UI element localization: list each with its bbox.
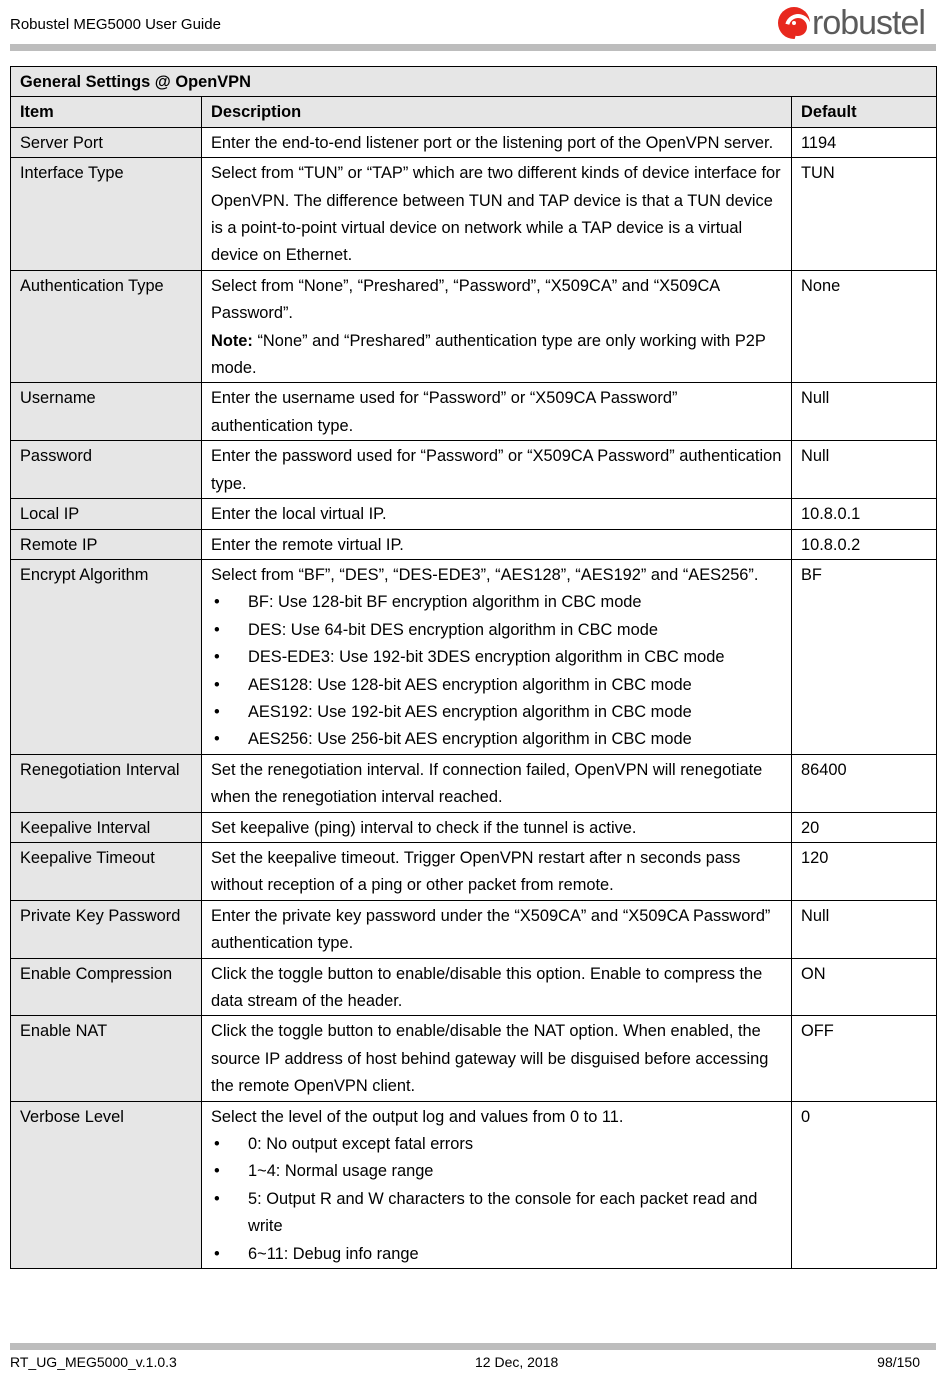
- row-default-value: 1194: [792, 127, 937, 157]
- description-paragraph: Enter the private key password under the “X509CA” and “X509CA Password” authentication type.: [211, 906, 771, 953]
- row-item-name: Renegotiation Interval: [11, 754, 202, 812]
- column-header-default: Default: [792, 97, 937, 127]
- row-description: [202, 127, 792, 157]
- table-row: [11, 559, 937, 754]
- row-item-name: Keepalive Interval: [11, 812, 202, 842]
- bullet-item: • 5: Output R and W characters to the console for each packet read and write: [211, 1186, 783, 1241]
- description-paragraph: Enter the local virtual IP.: [211, 505, 387, 524]
- robustel-logo-icon: [778, 7, 810, 39]
- row-item-name: Private Key Password: [11, 900, 202, 958]
- description-paragraph: Set the keepalive timeout. Trigger OpenVPN restart after n seconds pass without reception of a ping or other packet from remote.: [211, 848, 741, 895]
- row-description: [202, 900, 792, 958]
- description-paragraph: Set keepalive (ping) interval to check if the tunnel is active.: [211, 818, 637, 837]
- row-description: [202, 529, 792, 559]
- row-description: [202, 754, 792, 812]
- description-paragraph: Set the renegotiation interval. If connection failed, OpenVPN will renegotiate when the renegotiation interval reached.: [211, 760, 763, 807]
- row-default-value: 120: [792, 842, 937, 900]
- table-header-row: [11, 97, 937, 127]
- table-title-row: [11, 67, 937, 97]
- bullet-item: • BF: Use 128-bit BF encryption algorithm in CBC mode: [211, 589, 783, 616]
- row-item-name: Authentication Type: [11, 270, 202, 383]
- table-row: [11, 1016, 937, 1101]
- bullet-item: • 6~11: Debug info range: [211, 1241, 783, 1268]
- description-paragraph: Select the level of the output log and values from 0 to 11.: [211, 1107, 624, 1126]
- row-description: [202, 559, 792, 754]
- bullet-item: • 1~4: Normal usage range: [211, 1158, 783, 1185]
- row-default-value: Null: [792, 383, 937, 441]
- bullet-item: • 0: No output except fatal errors: [211, 1131, 783, 1158]
- row-item-name: Verbose Level: [11, 1101, 202, 1268]
- row-item-name: Local IP: [11, 499, 202, 529]
- bullet-item: • DES-EDE3: Use 192-bit 3DES encryption algorithm in CBC mode: [211, 644, 783, 671]
- description-paragraph: Enter the password used for “Password” or “X509CA Password” authentication type.: [211, 447, 782, 493]
- bullet-item: • AES256: Use 256-bit AES encryption algorithm in CBC mode: [211, 726, 783, 753]
- row-item-name: Remote IP: [11, 529, 202, 559]
- description-paragraph: Enter the username used for “Password” or “X509CA Password” authentication type.: [211, 389, 678, 435]
- description-paragraph: Enter the end-to-end listener port or the listening port of the OpenVPN server.: [211, 133, 774, 152]
- row-default-value: 10.8.0.2: [792, 529, 937, 559]
- row-description: [202, 1101, 792, 1268]
- row-item-name: Enable Compression: [11, 958, 202, 1016]
- table-row: [11, 842, 937, 900]
- row-description: [202, 441, 792, 499]
- row-description: [202, 842, 792, 900]
- row-description: [202, 270, 792, 383]
- description-paragraph: Select from “BF”, “DES”, “DES-EDE3”, “AES128”, “AES192” and “AES256”.: [211, 565, 759, 584]
- row-default-value: 0: [792, 1101, 937, 1268]
- description-paragraph: Click the toggle button to enable/disable this option. Enable to compress the data stream of the header.: [211, 964, 763, 1010]
- row-description: [202, 383, 792, 441]
- row-description: [202, 158, 792, 271]
- page-header: [0, 0, 950, 60]
- row-default-value: Null: [792, 441, 937, 499]
- bullet-list: [211, 589, 783, 753]
- row-item-name: Keepalive Timeout: [11, 842, 202, 900]
- row-default-value: BF: [792, 559, 937, 754]
- column-header-description: Description: [202, 97, 792, 127]
- description-paragraph: Select from “None”, “Preshared”, “Password”, “X509CA” and “X509CA Password”.: [211, 276, 720, 323]
- table-row: [11, 441, 937, 499]
- row-description: [202, 1016, 792, 1101]
- row-item-name: Username: [11, 383, 202, 441]
- table-row: [11, 127, 937, 157]
- row-default-value: 10.8.0.1: [792, 499, 937, 529]
- note-label: Note:: [211, 331, 253, 350]
- row-default-value: None: [792, 270, 937, 383]
- row-default-value: Null: [792, 900, 937, 958]
- row-item-name: Server Port: [11, 127, 202, 157]
- document-title: Robustel MEG5000 User Guide: [10, 16, 221, 33]
- table-row: [11, 754, 937, 812]
- row-item-name: Interface Type: [11, 158, 202, 271]
- bullet-item: • AES128: Use 128-bit AES encryption algorithm in CBC mode: [211, 672, 783, 699]
- table-row: [11, 900, 937, 958]
- row-default-value: 20: [792, 812, 937, 842]
- row-item-name: Enable NAT: [11, 1016, 202, 1101]
- table-row: [11, 812, 937, 842]
- bullet-list: [211, 1131, 783, 1268]
- logo-wordmark: robustel: [812, 4, 925, 42]
- note-text: “None” and “Preshared” authentication type are only working with P2P mode.: [211, 331, 766, 378]
- row-default-value: ON: [792, 958, 937, 1016]
- footer-date: 12 Dec, 2018: [475, 1354, 559, 1370]
- row-default-value: OFF: [792, 1016, 937, 1101]
- row-item-name: Encrypt Algorithm: [11, 559, 202, 754]
- brand-logo: [778, 6, 925, 40]
- column-header-item: Item: [11, 97, 202, 127]
- description-note: [211, 328, 783, 383]
- table-row: [11, 383, 937, 441]
- description-paragraph: Enter the remote virtual IP.: [211, 535, 404, 554]
- row-default-value: 86400: [792, 754, 937, 812]
- bullet-item: • DES: Use 64-bit DES encryption algorithm in CBC mode: [211, 617, 783, 644]
- footer-divider: [10, 1343, 936, 1350]
- row-default-value: TUN: [792, 158, 937, 271]
- row-description: [202, 958, 792, 1016]
- table-row: [11, 529, 937, 559]
- openvpn-settings-table: [10, 66, 937, 1269]
- table-title: General Settings @ OpenVPN: [11, 67, 937, 97]
- table-row: [11, 1101, 937, 1268]
- description-paragraph: Click the toggle button to enable/disable the NAT option. When enabled, the source IP address of host behind gateway will be disguised before accessing the remote OpenVPN client.: [211, 1022, 769, 1096]
- bullet-item: • AES192: Use 192-bit AES encryption algorithm in CBC mode: [211, 699, 783, 726]
- header-divider: [10, 44, 936, 51]
- table-row: [11, 158, 937, 271]
- table-row: [11, 958, 937, 1016]
- row-description: [202, 499, 792, 529]
- footer-page-number: 98/150: [877, 1354, 920, 1370]
- description-paragraph: Select from “TUN” or “TAP” which are two different kinds of device interface for OpenVPN. The difference between TUN and TAP device is that a TUN device is a point-to-point virtual device on network while a TAP device is a virtual device on Ethernet.: [211, 164, 781, 265]
- table-row: [11, 499, 937, 529]
- footer-doc-id: RT_UG_MEG5000_v.1.0.3: [10, 1354, 177, 1370]
- table-row: [11, 270, 937, 383]
- row-description: [202, 812, 792, 842]
- row-item-name: Password: [11, 441, 202, 499]
